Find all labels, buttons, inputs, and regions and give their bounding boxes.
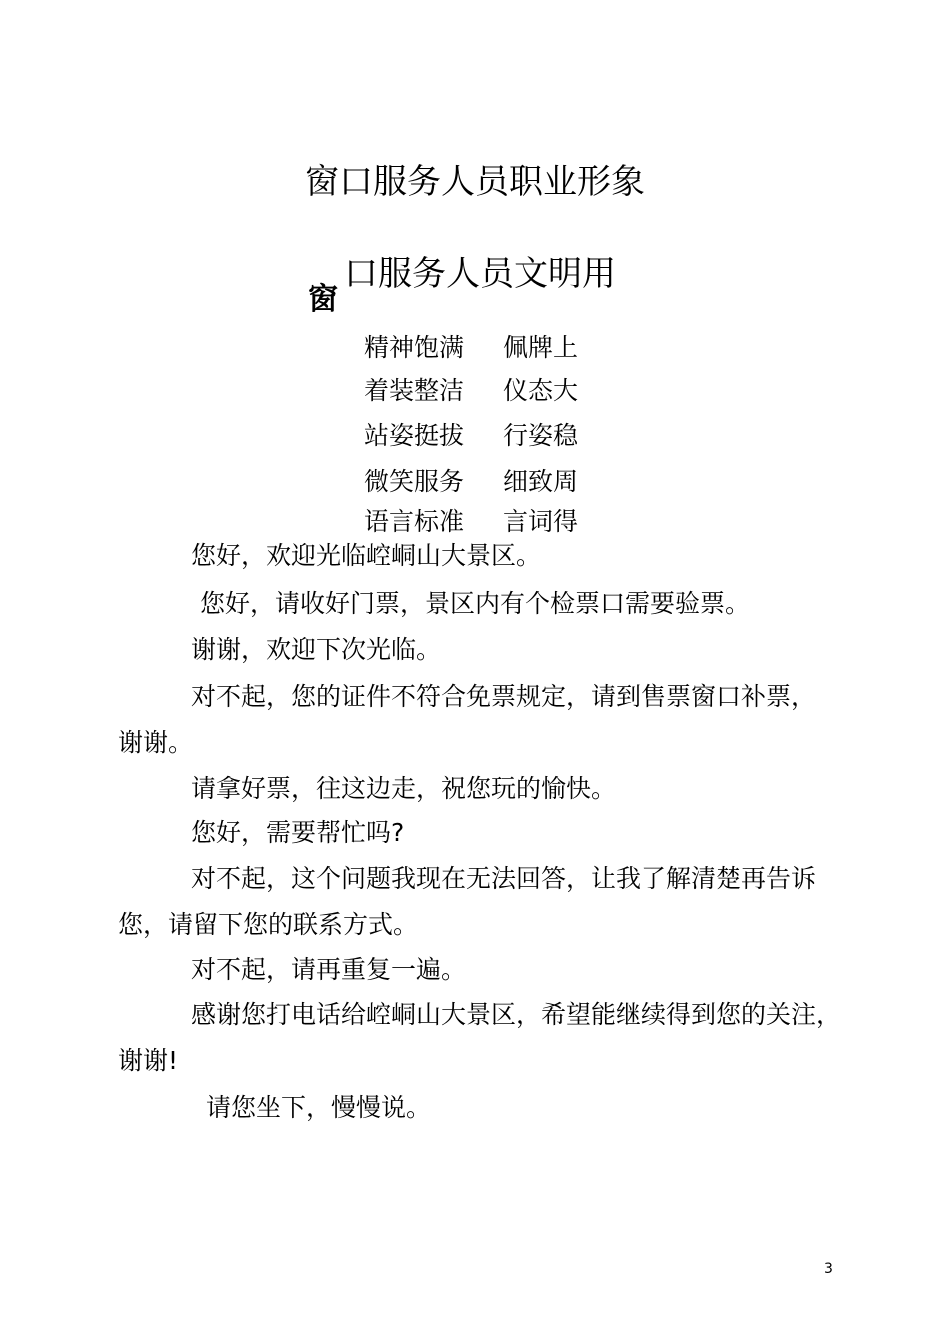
page-number: 3	[824, 1261, 833, 1277]
rule-left: 精神饱满	[364, 333, 465, 362]
rule-right: 佩牌上	[503, 333, 579, 362]
subtitle-text: 口服务人员文明用	[344, 254, 616, 294]
paragraph-line: 您好，需要帮忙吗?	[191, 818, 405, 847]
paragraph-line: 谢谢!	[118, 1046, 179, 1075]
rule-left: 微笑服务	[364, 467, 465, 496]
paragraph-line: 感谢您打电话给崆峒山大景区，希望能继续得到您的关注，	[191, 1000, 842, 1029]
paragraph-line: 请拿好票，往这边走，祝您玩的愉快。	[191, 774, 617, 803]
paragraph-line: 对不起，这个问题我现在无法回答，让我了解清楚再告诉	[191, 864, 817, 893]
rule-left: 语言标准	[364, 507, 465, 536]
rule-row	[364, 333, 578, 363]
rule-row	[364, 376, 578, 406]
rule-row	[364, 421, 578, 451]
paragraph-line: 谢谢，欢迎下次光临。	[191, 635, 442, 664]
paragraph-line: 对不起，请再重复一遍。	[191, 955, 467, 984]
rule-row	[364, 507, 578, 537]
rule-left: 站姿挺拔	[364, 421, 465, 450]
rule-row	[364, 467, 578, 497]
paragraph-line: 您好，请收好门票，景区内有个检票口需要验票。	[200, 589, 751, 618]
paragraph-line: 您好，欢迎光临崆峒山大景区。	[191, 541, 542, 570]
subtitle-first-char: 窗	[308, 282, 338, 317]
page-title: 窗口服务人员职业形象	[305, 162, 645, 202]
paragraph-line: 对不起，您的证件不符合免票规定，请到售票窗口补票，	[191, 682, 817, 711]
rule-right: 行姿稳	[503, 421, 579, 450]
rule-right: 细致周	[503, 467, 579, 496]
rule-right: 仪态大	[503, 376, 579, 405]
paragraph-line: 请您坐下，慢慢说。	[206, 1093, 432, 1122]
paragraph-line: 您，请留下您的联系方式。	[118, 910, 419, 939]
paragraph-line: 谢谢。	[118, 728, 194, 757]
rule-right: 言词得	[503, 507, 579, 536]
rule-left: 着装整洁	[364, 376, 465, 405]
